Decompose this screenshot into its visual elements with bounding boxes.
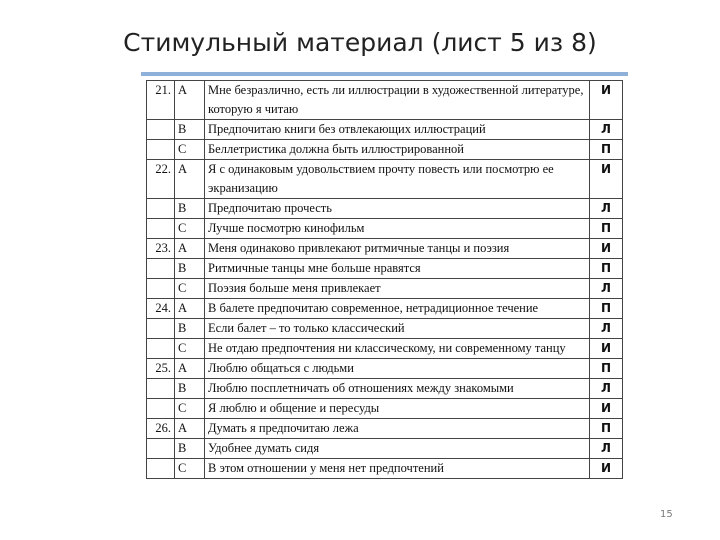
- question-number: [147, 439, 175, 459]
- option-text: Я с одинаковым удовольствием прочту повесть или посмотрю ее экранизацию: [205, 160, 590, 199]
- option-text: Мне безразлично, есть ли иллюстрации в художественной литературе, которую я читаю: [205, 81, 590, 120]
- answer-code: И: [590, 399, 623, 419]
- question-row: [147, 140, 623, 160]
- answer-code: П: [590, 359, 623, 379]
- answer-code: И: [590, 160, 623, 199]
- question-number: [147, 319, 175, 339]
- option-text: Беллетристика должна быть иллюстрированной: [205, 140, 590, 160]
- option-label: A: [175, 239, 205, 259]
- question-number: 22.: [147, 160, 175, 199]
- slide-title: Стимульный материал (лист 5 из 8): [123, 28, 597, 57]
- question-row: [147, 160, 623, 199]
- question-row: [147, 379, 623, 399]
- answer-code: Л: [590, 120, 623, 140]
- answer-code: Л: [590, 319, 623, 339]
- option-label: A: [175, 419, 205, 439]
- question-number: [147, 399, 175, 419]
- option-text: Удобнее думать сидя: [205, 439, 590, 459]
- title-underline: [141, 72, 628, 76]
- answer-code: И: [590, 239, 623, 259]
- option-label: B: [175, 319, 205, 339]
- question-number: 21.: [147, 81, 175, 120]
- question-number: [147, 339, 175, 359]
- question-number: [147, 279, 175, 299]
- question-row: [147, 279, 623, 299]
- question-number: 25.: [147, 359, 175, 379]
- question-row: [147, 219, 623, 239]
- answer-code: Л: [590, 199, 623, 219]
- question-row: [147, 399, 623, 419]
- option-text: Я люблю и общение и пересуды: [205, 399, 590, 419]
- question-row: [147, 239, 623, 259]
- option-label: C: [175, 459, 205, 479]
- option-text: Меня одинаково привлекают ритмичные танцы и поэзия: [205, 239, 590, 259]
- option-label: C: [175, 339, 205, 359]
- question-row: [147, 419, 623, 439]
- option-text: Люблю посплетничать об отношениях между знакомыми: [205, 379, 590, 399]
- option-label: A: [175, 299, 205, 319]
- questionnaire-table: [146, 80, 623, 479]
- option-text: В этом отношении у меня нет предпочтений: [205, 459, 590, 479]
- answer-code: Л: [590, 379, 623, 399]
- question-row: [147, 319, 623, 339]
- answer-code: П: [590, 219, 623, 239]
- page-number: 15: [660, 509, 673, 520]
- option-text: Предпочитаю прочесть: [205, 199, 590, 219]
- answer-code: И: [590, 81, 623, 120]
- answer-code: И: [590, 459, 623, 479]
- option-text: Люблю общаться с людьми: [205, 359, 590, 379]
- question-row: [147, 120, 623, 140]
- question-row: [147, 199, 623, 219]
- answer-code: Л: [590, 279, 623, 299]
- question-number: 26.: [147, 419, 175, 439]
- question-number: [147, 459, 175, 479]
- option-label: B: [175, 379, 205, 399]
- option-label: C: [175, 219, 205, 239]
- question-row: [147, 259, 623, 279]
- question-row: [147, 299, 623, 319]
- answer-code: П: [590, 140, 623, 160]
- question-number: [147, 219, 175, 239]
- question-row: [147, 339, 623, 359]
- option-label: C: [175, 279, 205, 299]
- question-number: [147, 379, 175, 399]
- question-number: [147, 259, 175, 279]
- option-text: Думать я предпочитаю лежа: [205, 419, 590, 439]
- option-label: A: [175, 359, 205, 379]
- question-number: [147, 120, 175, 140]
- option-label: A: [175, 81, 205, 120]
- option-text: Если балет – то только классический: [205, 319, 590, 339]
- answer-code: Л: [590, 439, 623, 459]
- option-label: B: [175, 120, 205, 140]
- question-row: [147, 81, 623, 120]
- option-text: Лучше посмотрю кинофильм: [205, 219, 590, 239]
- question-number: 24.: [147, 299, 175, 319]
- option-label: B: [175, 439, 205, 459]
- answer-code: П: [590, 299, 623, 319]
- option-text: В балете предпочитаю современное, нетрадиционное течение: [205, 299, 590, 319]
- question-row: [147, 359, 623, 379]
- question-number: [147, 199, 175, 219]
- questionnaire-body: [147, 81, 623, 479]
- option-label: A: [175, 160, 205, 199]
- question-number: 23.: [147, 239, 175, 259]
- option-label: C: [175, 399, 205, 419]
- answer-code: И: [590, 339, 623, 359]
- question-row: [147, 459, 623, 479]
- answer-code: П: [590, 419, 623, 439]
- option-text: Ритмичные танцы мне больше нравятся: [205, 259, 590, 279]
- option-text: Не отдаю предпочтения ни классическому, ни современному танцу: [205, 339, 590, 359]
- question-row: [147, 439, 623, 459]
- answer-code: П: [590, 259, 623, 279]
- option-text: Предпочитаю книги без отвлекающих иллюстраций: [205, 120, 590, 140]
- option-label: C: [175, 140, 205, 160]
- option-label: B: [175, 199, 205, 219]
- option-label: B: [175, 259, 205, 279]
- option-text: Поэзия больше меня привлекает: [205, 279, 590, 299]
- question-number: [147, 140, 175, 160]
